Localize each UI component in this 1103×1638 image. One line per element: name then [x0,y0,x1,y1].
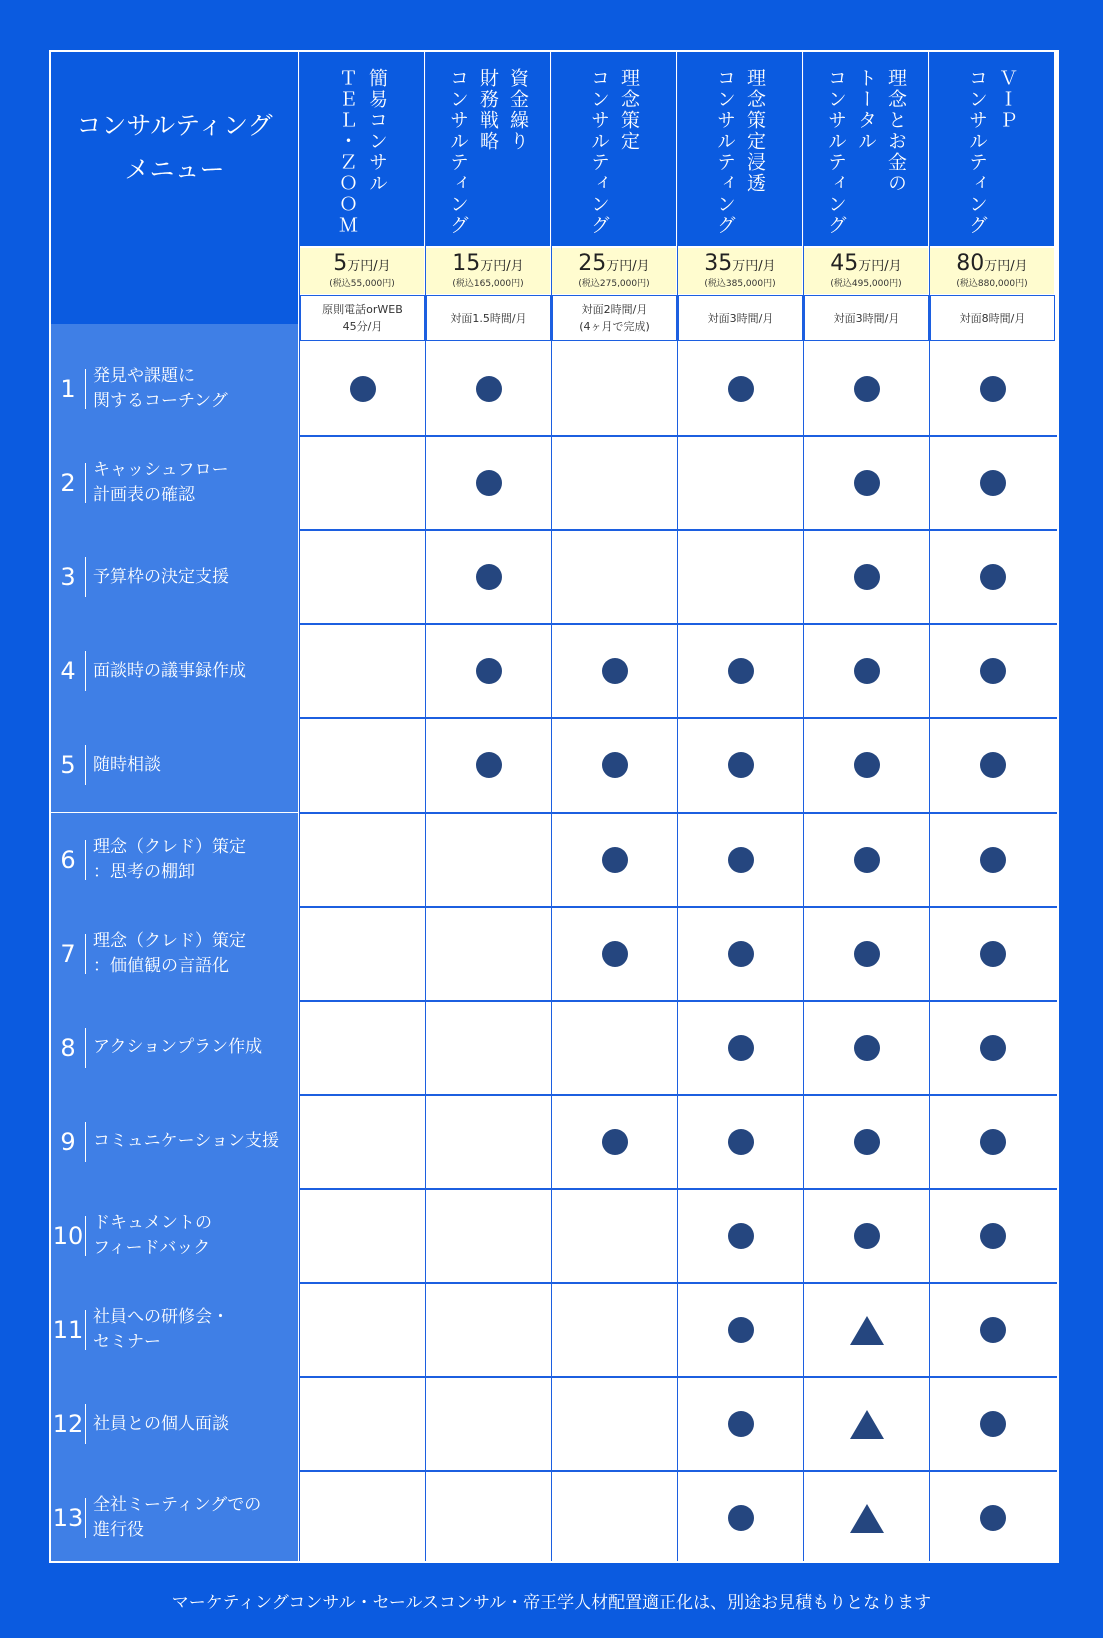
mark-cell [678,1095,803,1189]
mark-cell [804,1189,929,1283]
mark-cell [300,907,425,1001]
plan-header [552,52,676,246]
row-number-divider [85,1404,86,1444]
included-dot-icon [980,564,1006,590]
row-service-name-line: 随時相談 [93,754,161,775]
mark-cell [426,624,551,718]
plan-header-line: コンサルティング [447,68,469,236]
plan-header [678,52,802,246]
row-service-name [93,1283,229,1377]
row-divider [300,1188,1057,1190]
row-divider [300,717,1057,719]
included-dot-icon [854,752,880,778]
mark-cell [426,530,551,624]
mark-cell [804,813,929,907]
mark-cell [804,1001,929,1095]
included-dot-icon [980,847,1006,873]
service-row-label [51,624,298,718]
plan-header-line: 理念策定 [618,68,640,152]
mark-cell [300,624,425,718]
plan-header [426,52,550,246]
row-number-divider [85,651,86,691]
plan-meeting-time-line: 対面8時間/月 [959,311,1026,325]
mark-cell [930,1471,1055,1563]
included-dot-icon [854,941,880,967]
row-service-name [93,342,228,436]
included-dot-icon [602,1129,628,1155]
included-dot-icon [854,1223,880,1249]
mark-cell [426,342,551,436]
row-service-name-line: ドキュメントの [93,1212,212,1233]
mark-cell [426,436,551,530]
plan-header [930,52,1054,246]
mark-cell [678,530,803,624]
mark-cell [678,1377,803,1471]
mark-cell [930,1189,1055,1283]
service-row-label [51,1095,298,1189]
row-number-divider [85,840,86,880]
plan-price [552,248,676,294]
included-dot-icon [980,376,1006,402]
mark-cell [552,907,677,1001]
plan-price [426,248,550,294]
mark-cell [300,436,425,530]
included-dot-icon [350,376,376,402]
plan-price [930,248,1054,294]
plan-price-main [678,252,802,279]
plan-meeting-time [678,295,803,341]
plan-price [678,248,802,294]
mark-cell [930,1001,1055,1095]
plan-header-line: 財務戦略 [477,68,499,152]
row-service-name-line: 計画表の確認 [93,485,195,506]
mark-cell [930,1377,1055,1471]
row-number-divider [85,1028,86,1068]
row-service-name-line: フィードバック [93,1237,211,1258]
plan-header-line: コンサルティング [588,68,610,236]
mark-cell [426,1471,551,1563]
mark-cell [678,1189,803,1283]
mark-cell [678,624,803,718]
included-dot-icon [602,847,628,873]
included-dot-icon [854,1035,880,1061]
table-title [51,52,298,340]
included-dot-icon [728,1223,754,1249]
row-service-name-line: 関するコーチング [93,391,228,411]
plan-header [804,52,928,246]
plan-price-number: 25 [578,251,607,276]
row-service-name [93,436,229,530]
mark-cell [678,1283,803,1377]
included-dot-icon [980,1129,1006,1155]
row-service-name-line: 理念（クレド）策定 [93,930,246,951]
row-divider [300,1376,1057,1378]
mark-cell [426,1095,551,1189]
column-divider [677,52,678,1563]
included-dot-icon [854,847,880,873]
included-dot-icon [728,658,754,684]
included-dot-icon [980,1317,1006,1343]
included-dot-icon [476,658,502,684]
plan-header-line: ＴＥＬ・ＺＯＯＭ [336,68,358,236]
included-dot-icon [728,1035,754,1061]
row-service-name [93,813,246,907]
service-row-label [51,1189,298,1283]
row-service-name-line: アクションプラン作成 [93,1037,263,1058]
mark-cell [930,718,1055,812]
included-dot-icon [854,564,880,590]
row-number: 4 [60,657,76,686]
mark-cell [552,624,677,718]
row-service-name [93,624,246,718]
mark-cell [426,718,551,812]
mark-cell [552,813,677,907]
service-row-label [51,1001,298,1095]
row-service-name [93,718,161,812]
plan-meeting-time [552,295,677,341]
plan-meeting-time-line: 対面3時間/月 [707,311,774,325]
service-row-label [51,813,298,907]
mark-cell [426,1377,551,1471]
row-service-name-line: 全社ミーティングでの [93,1495,262,1516]
row-service-name [93,1001,262,1095]
mark-cell [804,718,929,812]
mark-cell [300,1189,425,1283]
row-service-name-line: コミュニケーション支援 [93,1131,279,1152]
mark-cell [300,1001,425,1095]
included-dot-icon [980,941,1006,967]
plan-header-line: ＶＩＰ [996,68,1018,131]
included-dot-icon [980,1035,1006,1061]
mark-cell [300,1471,425,1563]
row-number-divider [85,1122,86,1162]
mark-cell [804,436,929,530]
mark-cell [678,718,803,812]
column-divider [929,52,930,1563]
column-divider [425,52,426,1563]
row-number-divider [85,557,86,597]
mark-cell [552,1377,677,1471]
plan-price-main [930,252,1054,279]
mark-cell [552,342,677,436]
mark-cell [678,813,803,907]
mark-cell [930,907,1055,1001]
plan-header-line: トータル [855,68,877,152]
row-service-name [93,907,246,1001]
row-service-name-line: 発見や課題に [93,366,195,386]
included-dot-icon [476,470,502,496]
mark-cell [552,530,677,624]
mark-cell [804,530,929,624]
row-number-divider [85,934,86,974]
row-number: 13 [52,1504,84,1533]
row-service-name [93,1189,212,1283]
partial-triangle-icon [850,1410,884,1439]
row-number: 10 [52,1221,84,1250]
row-service-name [93,530,229,624]
plan-price-tax: (税込880,000円) [956,279,1028,289]
plan-price-number: 5 [333,251,348,276]
plan-price-number: 15 [452,251,481,276]
included-dot-icon [476,564,502,590]
mark-cell [552,1189,677,1283]
plan-meeting-time-line: 対面3時間/月 [833,311,900,325]
included-dot-icon [476,752,502,778]
included-dot-icon [602,752,628,778]
plan-price-main [552,252,676,279]
plan-price-unit: 万円/月 [732,259,776,274]
included-dot-icon [980,752,1006,778]
plan-header-line: コンサルティング [966,68,988,236]
plan-header-line: コンサルティング [714,68,736,236]
plan-meeting-time-line: 対面2時間/月 [581,303,648,316]
plan-meeting-time-line: 対面1.5時間/月 [450,311,527,325]
plan-price-tax: (税込165,000円) [452,279,524,289]
included-dot-icon [980,1223,1006,1249]
row-service-name-line: 進行役 [93,1520,144,1541]
mark-cell [804,907,929,1001]
plan-meeting-time [804,295,929,341]
row-number: 8 [60,1033,76,1062]
plan-price-unit: 万円/月 [480,259,524,274]
mark-cell [300,1377,425,1471]
plan-price-number: 80 [956,251,985,276]
row-service-name [93,1095,279,1189]
row-number: 6 [60,845,76,874]
plan-header-line: 理念とお金の [885,68,907,194]
mark-cell [552,1283,677,1377]
included-dot-icon [728,941,754,967]
mark-cell [804,1377,929,1471]
plan-price-unit: 万円/月 [347,259,391,274]
row-service-name-line: セミナー [93,1332,161,1352]
plan-price-tax: (税込495,000円) [830,279,902,289]
partial-triangle-icon [850,1316,884,1345]
included-dot-icon [854,1129,880,1155]
row-divider [300,1094,1057,1096]
row-number-divider [85,745,86,785]
row-service-name-line: 理念（クレド）策定 [93,836,246,857]
mark-cell [804,1283,929,1377]
mark-cell [552,436,677,530]
plan-header-line: 理念策定浸透 [744,68,766,194]
included-dot-icon [854,470,880,496]
plan-meeting-time [300,295,425,341]
plan-meeting-time [426,295,551,341]
included-dot-icon [854,658,880,684]
mark-cell [804,1095,929,1189]
mark-cell [678,342,803,436]
row-number: 3 [60,563,76,592]
plan-price-number: 45 [830,251,859,276]
row-number: 7 [60,939,76,968]
row-number: 2 [60,469,76,498]
plan-meeting-time [930,295,1055,341]
mark-cell [678,1471,803,1563]
service-row-label [51,1283,298,1377]
included-dot-icon [728,1411,754,1437]
row-number: 12 [52,1410,84,1439]
plan-header-line: 簡易コンサル [366,68,388,194]
mark-cell [804,624,929,718]
mark-cell [300,342,425,436]
included-dot-icon [728,1317,754,1343]
row-number: 5 [60,751,76,780]
included-dot-icon [602,941,628,967]
service-row-label [51,907,298,1001]
mark-cell [300,1095,425,1189]
row-divider [300,529,1057,531]
included-dot-icon [854,376,880,402]
column-divider [551,52,552,1563]
partial-triangle-icon [850,1504,884,1533]
mark-cell [678,436,803,530]
table-title-line: メニュー [124,155,225,184]
row-service-name [93,1471,261,1563]
plan-price [300,248,424,294]
row-number-divider [85,1498,86,1538]
service-row-label [51,324,298,436]
mark-cell [930,1283,1055,1377]
row-divider [300,1282,1057,1284]
mark-cell [552,1471,677,1563]
column-divider [803,52,804,1563]
row-number: 11 [52,1316,84,1344]
mark-cell [930,342,1055,436]
plan-header-line: コンサルティング [825,68,847,236]
included-dot-icon [980,1505,1006,1531]
row-number-divider [85,1216,86,1256]
included-dot-icon [728,847,754,873]
service-row-label [51,1377,298,1471]
mark-cell [930,1095,1055,1189]
mark-cell [930,624,1055,718]
mark-cell [426,813,551,907]
mark-cell [552,1001,677,1095]
included-dot-icon [980,1411,1006,1437]
row-service-name-line: ：価値観の言語化 [93,955,229,976]
row-service-name-line: ：思考の棚卸 [93,861,195,882]
mark-cell [678,907,803,1001]
plan-price-tax: (税込55,000円) [329,279,395,289]
row-number: 9 [60,1127,76,1156]
row-service-name-line: 予算枠の決定支援 [93,566,229,587]
row-number-divider [85,369,86,409]
service-row-label [51,530,298,624]
mark-cell [804,342,929,436]
mark-cell [300,1283,425,1377]
mark-cell [300,530,425,624]
mark-cell [804,1471,929,1563]
footer-note: マーケティングコンサル・セールスコンサル・帝王学人材配置適正化は、別途お見積もりとなります [171,1593,932,1613]
plan-price-unit: 万円/月 [858,259,902,274]
plan-price-tax: (税込385,000円) [704,279,776,289]
plan-price-unit: 万円/月 [606,259,650,274]
row-service-name-line: 社員との個人面談 [93,1413,229,1434]
mark-cell [426,1189,551,1283]
plan-price-main [804,252,928,279]
plan-price-unit: 万円/月 [984,259,1028,274]
plan-price-main [300,252,424,279]
mark-cell [426,1001,551,1095]
row-service-name-line: 面談時の議事録作成 [93,660,246,681]
included-dot-icon [728,376,754,402]
plan-price [804,248,928,294]
plan-header-line: 資金繰り [507,68,529,152]
row-divider [300,1000,1057,1002]
service-row-label [51,1471,298,1563]
row-divider [300,623,1057,625]
mark-cell [552,1095,677,1189]
table-title-line: コンサルティング [76,111,273,140]
service-row-label [51,436,298,530]
mark-cell [930,530,1055,624]
plan-header [300,52,424,246]
plan-meeting-time-line: 45分/月 [342,320,383,333]
row-number-divider [85,1310,86,1350]
row-divider [300,435,1057,437]
mark-cell [930,436,1055,530]
mark-cell [552,718,677,812]
plan-price-number: 35 [704,251,733,276]
included-dot-icon [728,1505,754,1531]
plan-meeting-time-line: (4ヶ月で完成) [579,320,650,333]
row-service-name-line: 社員への研修会・ [93,1307,229,1327]
included-dot-icon [980,470,1006,496]
mark-cell [426,907,551,1001]
row-divider [300,1470,1057,1472]
row-service-name [93,1377,229,1471]
consulting-menu-table [49,50,1059,1563]
row-divider [300,812,1057,814]
mark-cell [300,718,425,812]
row-number-divider [85,463,86,503]
included-dot-icon [476,376,502,402]
included-dot-icon [728,1129,754,1155]
included-dot-icon [980,658,1006,684]
row-service-name-line: キャッシュフロー [93,460,229,481]
plan-meeting-time-line: 原則電話orWEB [322,303,403,316]
mark-cell [678,1001,803,1095]
mark-cell [300,813,425,907]
plan-price-tax: (税込275,000円) [578,279,650,289]
row-divider [300,906,1057,908]
plan-price-main [426,252,550,279]
mark-cell [426,1283,551,1377]
mark-cell [930,813,1055,907]
service-row-label [51,718,298,812]
included-dot-icon [728,752,754,778]
row-number: 1 [60,375,76,403]
column-divider [299,52,300,1563]
included-dot-icon [602,658,628,684]
